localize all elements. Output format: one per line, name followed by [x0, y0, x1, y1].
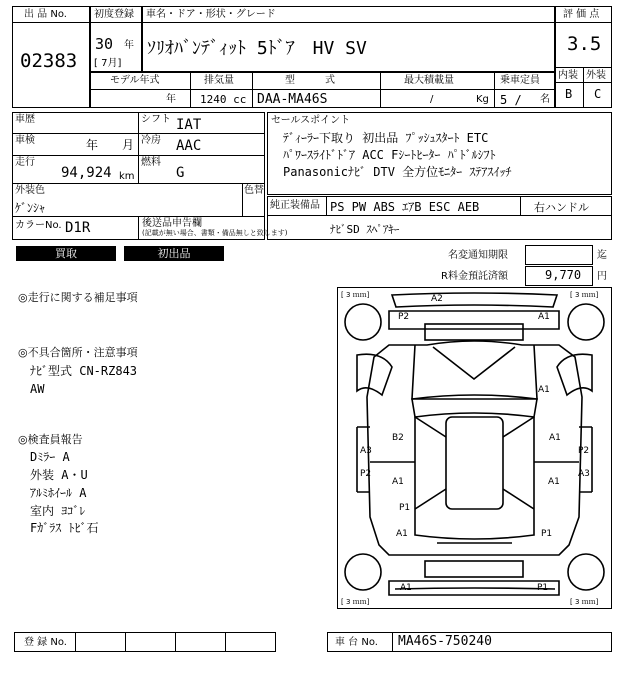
recycle-fee-label: R料金預託済額 — [441, 271, 508, 282]
capacity-label: 乗車定員 — [500, 75, 540, 86]
car-name-label: 車名・ドア・形状・グレード — [146, 9, 276, 20]
recycle-fee: 9,770 — [545, 268, 582, 282]
color-change-label: 色替 — [244, 185, 264, 196]
interior-grade: B — [565, 87, 573, 101]
max-load-slash: / — [430, 94, 434, 105]
name-change-deadline-unit: 迄 — [597, 250, 607, 261]
capacity-unit: 名 — [540, 94, 550, 105]
defect-note-2: AW — [30, 382, 45, 396]
air-conditioner: AAC — [176, 138, 202, 154]
inspector-report-title: ◎検査員報告 — [18, 433, 83, 446]
first-registration-year: 30 — [95, 35, 114, 53]
tire-depth-bottom-left: [ 3 ｍｍ] — [341, 598, 370, 606]
inspector-note-2: 外装 A・U — [30, 468, 88, 482]
inspection-label: 車検 — [15, 135, 35, 146]
tire-depth-top-left: [ 3 ｍｍ] — [341, 291, 370, 299]
inspection-month-unit: 月 — [122, 138, 135, 152]
mileage-label: 走行 — [15, 157, 35, 168]
fuel-label: 燃料 — [141, 157, 161, 168]
car-diagram — [337, 287, 612, 609]
sales-point-line-2: ﾊﾟﾜｰｽﾗｲﾄﾞﾄﾞｱ ACC Fｼｰﾄﾋｰﾀｰ ﾊﾟﾄﾞﾙｼﾌﾄ — [283, 148, 496, 162]
inspector-note-1: Dﾐﾗｰ A — [30, 450, 70, 464]
model-year-label: モデル年式 — [110, 75, 160, 86]
defect-notes-title: ◎不具合箇所・注意事項 — [18, 346, 138, 359]
max-load-label: 最大積載量 — [404, 75, 454, 86]
damage-mark: P2 — [578, 446, 590, 456]
genuine-equipment: PS PW ABS ｴｱB ESC AEB — [330, 200, 480, 214]
overall-grade: 3.5 — [567, 33, 602, 55]
damage-mark: P1 — [537, 583, 549, 593]
damage-mark: A3 — [578, 469, 590, 479]
damage-mark: A3 — [360, 446, 372, 456]
damage-mark: P2 — [398, 312, 410, 322]
purchase-tag: 買取 — [16, 246, 116, 261]
capacity: 5 / — [500, 93, 522, 107]
model-type-label: 型 式 — [285, 75, 335, 86]
first-registration-year-unit: 年 — [124, 40, 134, 51]
damage-mark: A1 — [538, 385, 550, 395]
interior-grade-label: 内装 — [558, 70, 578, 81]
name-change-deadline-label: 名変通知期限 — [448, 250, 508, 261]
chassis-number: MA46S-750240 — [398, 634, 492, 649]
exterior-grade: C — [594, 87, 602, 101]
defect-note-1: ﾅﾋﾞ型式 CN-RZ843 — [30, 364, 138, 378]
first-registration-label: 初度登録 — [94, 9, 134, 20]
inspector-note-4: 室内 ﾖｺﾞﾚ — [30, 504, 86, 518]
color-number: D1R — [65, 220, 91, 236]
model-year-unit: 年 — [166, 94, 176, 105]
damage-mark: P1 — [399, 503, 411, 513]
damage-mark: A2 — [431, 294, 443, 304]
lot-number-label: 出 品 No. — [24, 9, 67, 20]
shift: IAT — [176, 117, 202, 133]
color-number-label: カラーNo. — [15, 220, 62, 231]
sales-point-line-1: ﾃﾞｨｰﾗｰ下取り 初出品 ﾌﾟｯｼｭｽﾀｰﾄ ETC — [283, 131, 489, 145]
exterior-grade-label: 外装 — [586, 70, 606, 81]
registration-number-label: 登 録 No. — [24, 637, 67, 648]
inspection-year-unit: 年 — [86, 138, 99, 152]
damage-mark: A1 — [549, 433, 561, 443]
mileage-unit: km — [119, 171, 135, 182]
genuine-equipment-label: 純正装備品 — [270, 200, 320, 211]
damage-mark: A1 — [392, 477, 404, 487]
sales-points-title: セールスポイント — [271, 115, 351, 126]
max-load-unit: Kg — [476, 94, 489, 105]
shift-label: シフト — [141, 114, 171, 125]
history-label: 車歴 — [15, 114, 35, 125]
tire-depth-top-right: [ 3 ｍｍ] — [570, 291, 599, 299]
damage-mark: A1 — [538, 312, 550, 322]
damage-mark: B2 — [392, 433, 404, 443]
recycle-fee-unit: 円 — [597, 271, 607, 282]
first-listing-tag: 初出品 — [124, 246, 224, 261]
tire-depth-bottom-right: [ 3 ｍｍ] — [570, 598, 599, 606]
car-name: ｿﾘｵﾊﾞﾝﾃﾞｨｯﾄ 5ﾄﾞｱ HV SV — [147, 38, 367, 59]
damage-mark: A1 — [548, 477, 560, 487]
inspector-note-3: ｱﾙﾐﾎｲｰﾙ A — [30, 486, 87, 500]
displacement-label: 排気量 — [204, 75, 234, 86]
extra-equipment: ﾅﾋﾞSD ｽﾍﾟｱｷｰ — [330, 223, 400, 236]
fuel: G — [176, 165, 185, 181]
sales-point-line-3: Panasonicﾅﾋﾞ DTV 全方位ﾓﾆﾀｰ ｽﾃｱｽｲｯﾁ — [283, 165, 512, 179]
damage-mark: P1 — [541, 529, 553, 539]
exterior-color-label: 外装色 — [15, 185, 45, 196]
model-type: DAA-MA46S — [257, 92, 328, 107]
damage-mark: A1 — [396, 529, 408, 539]
damage-mark: P2 — [360, 469, 372, 479]
driving-notes-title: ◎走行に関する補足事項 — [18, 291, 138, 304]
post-documents-label: 後送品申告欄 — [142, 218, 202, 229]
displacement: 1240 cc — [200, 93, 247, 106]
post-documents-note: (記載が無い場合、書類・備品無しと致します) — [142, 229, 288, 237]
first-registration-month: [ 7月] — [94, 58, 122, 69]
grade-label: 評 価 点 — [563, 9, 600, 20]
lot-number: 02383 — [20, 50, 78, 72]
mileage: 94,924 — [61, 165, 112, 181]
exterior-color: ｹﾞﾝｼｬ — [15, 201, 46, 215]
ac-label: 冷房 — [141, 135, 161, 146]
chassis-number-label: 車 台 No. — [335, 637, 378, 648]
steering-side: 右ハンドル — [534, 201, 589, 214]
inspector-note-5: Fｶﾞﾗｽ ﾄﾋﾞ石 — [30, 521, 99, 535]
name-change-deadline-box — [525, 245, 593, 265]
damage-mark: A1 — [400, 583, 412, 593]
